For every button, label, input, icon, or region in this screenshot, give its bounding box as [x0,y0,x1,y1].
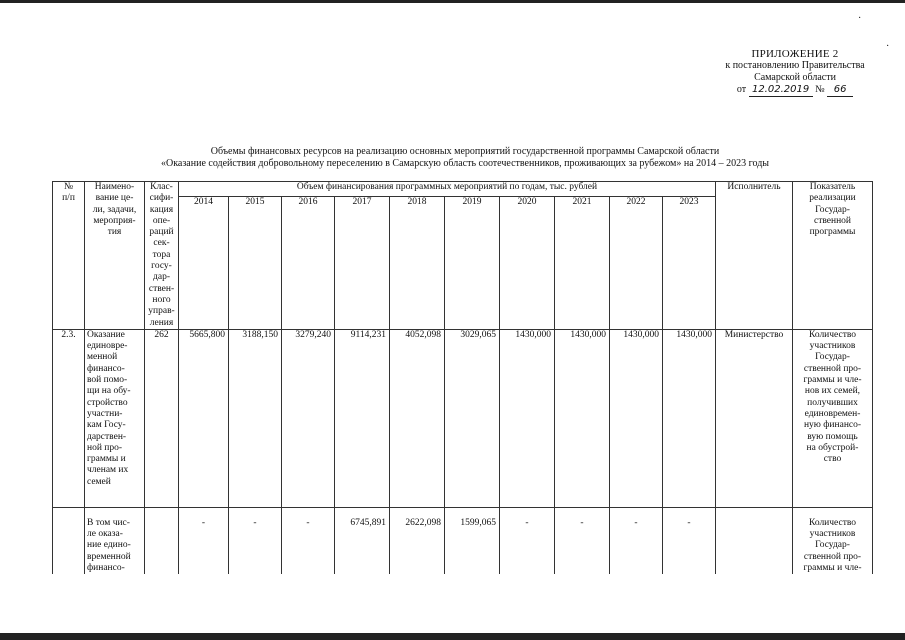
header-executor: Исполнитель [716,182,793,330]
header-classifier: Клас- сифи- кация опе- раций сек- тора госу- дар- ствен- ного управ- ления [145,182,179,330]
top-scan-border [0,0,905,3]
header-year: 2023 [663,196,716,329]
header-year: 2019 [445,196,500,329]
cell-amount: - [179,507,229,574]
table-row [53,507,873,574]
header-funding: Объем финансирования программных мероприятий по годам, тыс. рублей [179,182,716,197]
header-year: 2021 [555,196,610,329]
decree-date: 12.02.2019 [749,84,813,97]
cell-amount: - [555,507,610,574]
cell-amount: 5665,800 [179,329,229,507]
document-title [120,146,810,170]
bottom-scan-border [0,633,905,640]
row-activity-name: В том чис- ле оказа- ние едино- временной финансо- [85,507,145,574]
cell-amount: - [663,507,716,574]
cell-amount: 3029,065 [445,329,500,507]
header-row [53,182,873,197]
cell-amount: 6745,891 [335,507,390,574]
cell-amount: - [229,507,282,574]
cell-amount: 1599,065 [445,507,500,574]
row-classifier [145,507,179,574]
header-year: 2022 [610,196,663,329]
title-line: «Оказание содействия добровольному переселению в Самарскую область соотечественников, проживающих за рубежом» на 2014 – 2023 годы [160,158,770,169]
appendix-line: Самарской области [754,72,836,83]
header-year: 2014 [179,196,229,329]
appendix-title: ПРИЛОЖЕНИЕ 2 [751,48,839,60]
header-year: 2015 [229,196,282,329]
cell-amount: 1430,000 [500,329,555,507]
header-name: Наимено- вание це- ли, задачи, мероприя- тия [85,182,145,330]
row-executor: Министерство [716,329,793,507]
row-executor [716,507,793,574]
cell-amount: - [610,507,663,574]
number-label: № [815,84,825,95]
table-row [53,329,873,507]
cell-amount: 3279,240 [282,329,335,507]
row-indicator: Количество участников Государ- ственной про- граммы и чле- [793,507,873,574]
from-label: от [736,84,747,95]
funding-table [52,181,873,574]
header-year: 2020 [500,196,555,329]
cell-amount: 9114,231 [335,329,390,507]
header-indicator: Показатель реализации Государ- ственной программы [793,182,873,330]
cell-amount: 1430,000 [663,329,716,507]
row-number: 2.3. [53,329,85,507]
cell-amount: 3188,150 [229,329,282,507]
row-number [53,507,85,574]
header-year: 2016 [282,196,335,329]
header-num: № п/п [53,182,85,330]
cell-amount: 2622,098 [390,507,445,574]
cell-amount: 4052,098 [390,329,445,507]
row-indicator: Количество участников Государ- ственной про- граммы и чле- нов их семей, получивших единовремен- ную финансо- вую помощь на обустрой- ство [793,329,873,507]
appendix-block [690,48,900,97]
cell-amount: - [500,507,555,574]
decree-number: 66 [827,84,853,97]
scan-speck: · [886,41,890,52]
cell-amount: - [282,507,335,574]
appendix-line: к постановлению Правительства [725,60,865,71]
header-year: 2018 [390,196,445,329]
appendix-date-line [690,84,900,97]
scan-speck: · [858,13,862,24]
cell-amount: 1430,000 [610,329,663,507]
title-line: Объемы финансовых ресурсов на реализацию основных мероприятий государственной программы Самарской области [210,146,720,157]
cell-amount: 1430,000 [555,329,610,507]
header-year: 2017 [335,196,390,329]
row-activity-name: Оказание единовре- менной финансо- вой помо- щи на обу- стройство участни- кам Госу- дарствен- ной про- граммы и членам их семей [85,329,145,507]
row-classifier: 262 [145,329,179,507]
